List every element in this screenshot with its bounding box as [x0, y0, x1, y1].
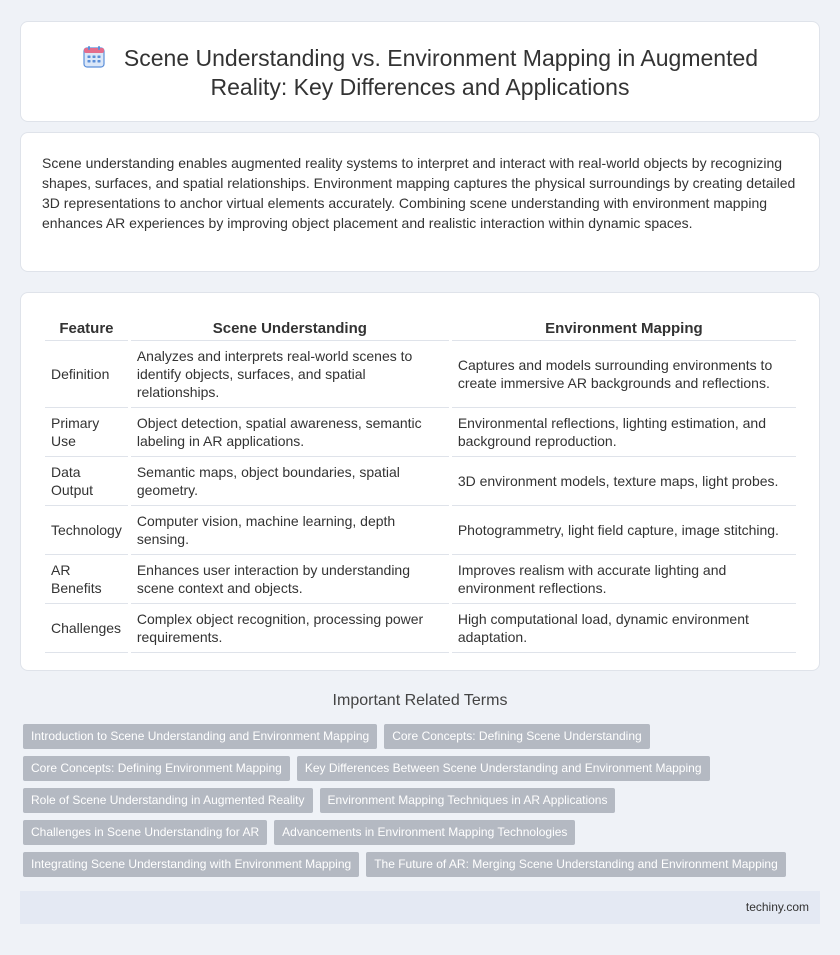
scene-understanding-cell: Enhances user interaction by understanding scene context and objects. [131, 555, 449, 604]
intro-card [20, 132, 820, 272]
related-term-tag[interactable]: Core Concepts: Defining Environment Mapping [23, 756, 290, 781]
feature-cell: AR Benefits [45, 555, 128, 604]
feature-cell: Definition [45, 341, 128, 408]
environment-mapping-cell: Environmental reflections, lighting estimation, and background reproduction. [452, 408, 796, 457]
table-row [45, 506, 796, 555]
related-term-tag[interactable]: Challenges in Scene Understanding for AR [23, 820, 267, 845]
table-header-row [45, 313, 796, 341]
comparison-card [20, 292, 820, 671]
feature-cell: Primary Use [45, 408, 128, 457]
feature-cell: Challenges [45, 604, 128, 653]
environment-mapping-cell: Improves realism with accurate lighting and environment reflections. [452, 555, 796, 604]
table-row [45, 555, 796, 604]
related-term-tag[interactable]: Integrating Scene Understanding with Environment Mapping [23, 852, 359, 877]
related-terms-list [23, 724, 813, 877]
scene-understanding-cell: Object detection, spatial awareness, semantic labeling in AR applications. [131, 408, 449, 457]
page-title: Scene Understanding vs. Environment Mapping in Augmented Reality: Key Differences and Applications [123, 45, 759, 100]
scene-understanding-cell: Semantic maps, object boundaries, spatial geometry. [131, 457, 449, 506]
header-card [20, 21, 820, 122]
intro-paragraph: Scene understanding enables augmented reality systems to interpret and interact with real-world objects by recognizing shapes, surfaces, and spatial relationships. Environment mapping captures the physical surroundings by creating detailed 3D representations to anchor virtual elements accurately. Combining scene understanding with environment mapping enhances AR experiences by improving object placement and realistic interaction within dynamic spaces. [42, 155, 796, 231]
feature-cell: Technology [45, 506, 128, 555]
footer [20, 891, 820, 924]
environment-mapping-cell: Photogrammetry, light field capture, image stitching. [452, 506, 796, 555]
table-row [45, 457, 796, 506]
table-row [45, 341, 796, 408]
scene-understanding-cell: Analyzes and interprets real-world scenes to identify objects, surfaces, and spatial relationships. [131, 341, 449, 408]
related-term-tag[interactable]: The Future of AR: Merging Scene Understanding and Environment Mapping [366, 852, 786, 877]
table-row [45, 408, 796, 457]
calendar-icon [82, 45, 106, 69]
header-feature: Feature [45, 313, 128, 341]
environment-mapping-cell: 3D environment models, texture maps, light probes. [452, 457, 796, 506]
related-term-tag[interactable]: Role of Scene Understanding in Augmented Reality [23, 788, 313, 813]
feature-cell: Data Output [45, 457, 128, 506]
header-scene-understanding: Scene Understanding [131, 313, 449, 341]
related-term-tag[interactable]: Core Concepts: Defining Scene Understanding [384, 724, 649, 749]
page-title-wrap [21, 44, 819, 102]
environment-mapping-cell: Captures and models surrounding environments to create immersive AR backgrounds and reflections. [452, 341, 796, 408]
footer-site-link[interactable]: techiny.com [745, 900, 809, 914]
comparison-table [42, 313, 799, 653]
related-terms-title: Important Related Terms [332, 692, 508, 709]
related-term-tag[interactable]: Environment Mapping Techniques in AR Applications [320, 788, 616, 813]
related-term-tag[interactable]: Key Differences Between Scene Understanding and Environment Mapping [297, 756, 710, 781]
related-term-tag[interactable]: Advancements in Environment Mapping Technologies [274, 820, 575, 845]
environment-mapping-cell: High computational load, dynamic environment adaptation. [452, 604, 796, 653]
table-row [45, 604, 796, 653]
scene-understanding-cell: Computer vision, machine learning, depth sensing. [131, 506, 449, 555]
header-environment-mapping: Environment Mapping [452, 313, 796, 341]
scene-understanding-cell: Complex object recognition, processing power requirements. [131, 604, 449, 653]
related-term-tag[interactable]: Introduction to Scene Understanding and Environment Mapping [23, 724, 377, 749]
